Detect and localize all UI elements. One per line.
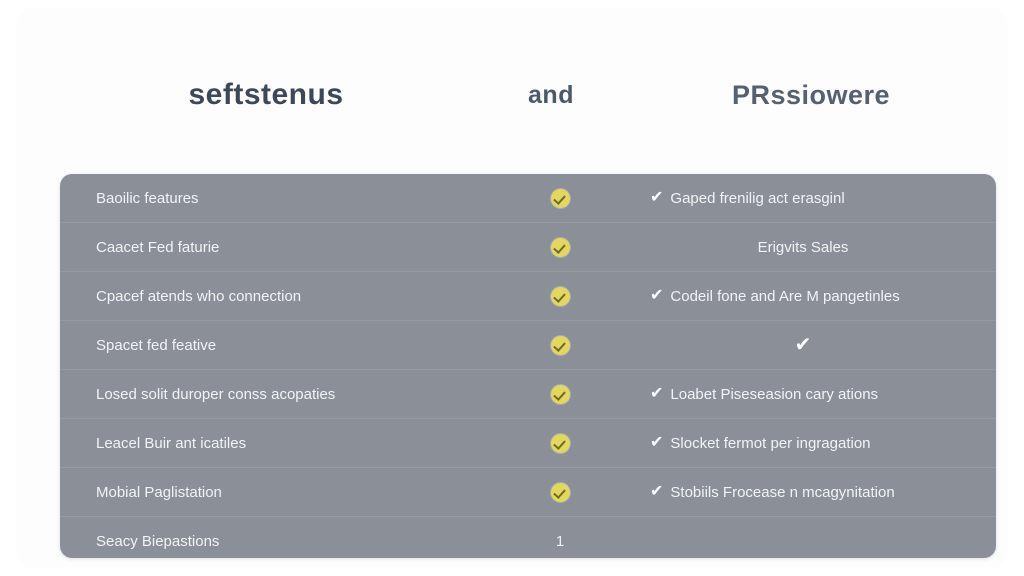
page-title-conjunction: and <box>528 80 574 109</box>
check-icon: ✔ <box>650 189 664 206</box>
row-detail-cell <box>630 386 996 403</box>
row-detail-cell <box>630 435 996 452</box>
row-detail-text: Stobiils Frocease n mcagynitation <box>670 483 895 501</box>
row-detail-cell <box>630 335 996 355</box>
table-row[interactable] <box>60 174 996 223</box>
check-icon: ✔ <box>650 434 664 451</box>
row-detail-cell <box>630 484 996 501</box>
table-row[interactable] <box>60 517 996 558</box>
row-label: Leacel Buir ant icatiles <box>96 434 247 452</box>
content-canvas <box>16 8 1008 568</box>
table-row[interactable] <box>60 419 996 468</box>
row-check-cell <box>490 336 630 355</box>
table-row[interactable] <box>60 321 996 370</box>
check-circle-icon <box>551 336 570 355</box>
check-circle-icon <box>551 189 570 208</box>
table-row[interactable] <box>60 468 996 517</box>
row-label: Cpacef atends who connection <box>96 287 302 305</box>
check-icon: ✔ <box>650 287 664 304</box>
check-circle-icon <box>551 434 570 453</box>
row-check-cell <box>490 434 630 453</box>
check-icon: ✔ <box>650 483 664 500</box>
page-title-left: seftstenus <box>188 78 344 111</box>
comparison-table <box>60 174 996 558</box>
row-detail-cell <box>630 288 996 305</box>
check-circle-icon <box>551 287 570 306</box>
row-label: Caacet Fed faturie <box>96 238 220 256</box>
page-title <box>76 60 976 130</box>
row-detail-text: Codeil fone and Are M pangetinles <box>670 287 900 305</box>
row-check-cell <box>490 533 630 550</box>
row-detail-text: Gaped frenilig act erasginl <box>670 189 845 207</box>
check-circle-icon <box>551 483 570 502</box>
row-check-cell <box>490 483 630 502</box>
row-label: Seacy Biepastions <box>96 532 220 550</box>
check-icon: ✔ <box>650 385 664 402</box>
check-icon: ✔ <box>794 335 812 355</box>
row-label: Mobial Paglistation <box>96 483 222 501</box>
table-row[interactable] <box>60 272 996 321</box>
row-detail-cell <box>630 190 996 207</box>
row-count-value: 1 <box>555 532 565 550</box>
table-row[interactable] <box>60 370 996 419</box>
check-circle-icon <box>551 385 570 404</box>
page-title-right: PRssiowere <box>731 79 891 110</box>
row-detail-text: Slocket fermot per ingragation <box>670 434 871 452</box>
check-circle-icon <box>551 238 570 257</box>
row-detail-cell <box>630 239 996 256</box>
row-label: Losed solit duroper conss acopaties <box>96 385 336 403</box>
row-check-cell <box>490 238 630 257</box>
row-label: Baoilic features <box>96 189 199 207</box>
row-detail-text: Erigvits Sales <box>757 238 849 256</box>
table-row[interactable] <box>60 223 996 272</box>
row-check-cell <box>490 385 630 404</box>
row-label: Spacet fed feative <box>96 336 217 354</box>
row-check-cell <box>490 189 630 208</box>
row-detail-text: Loabet Piseseasion cary ations <box>670 385 879 403</box>
row-check-cell <box>490 287 630 306</box>
